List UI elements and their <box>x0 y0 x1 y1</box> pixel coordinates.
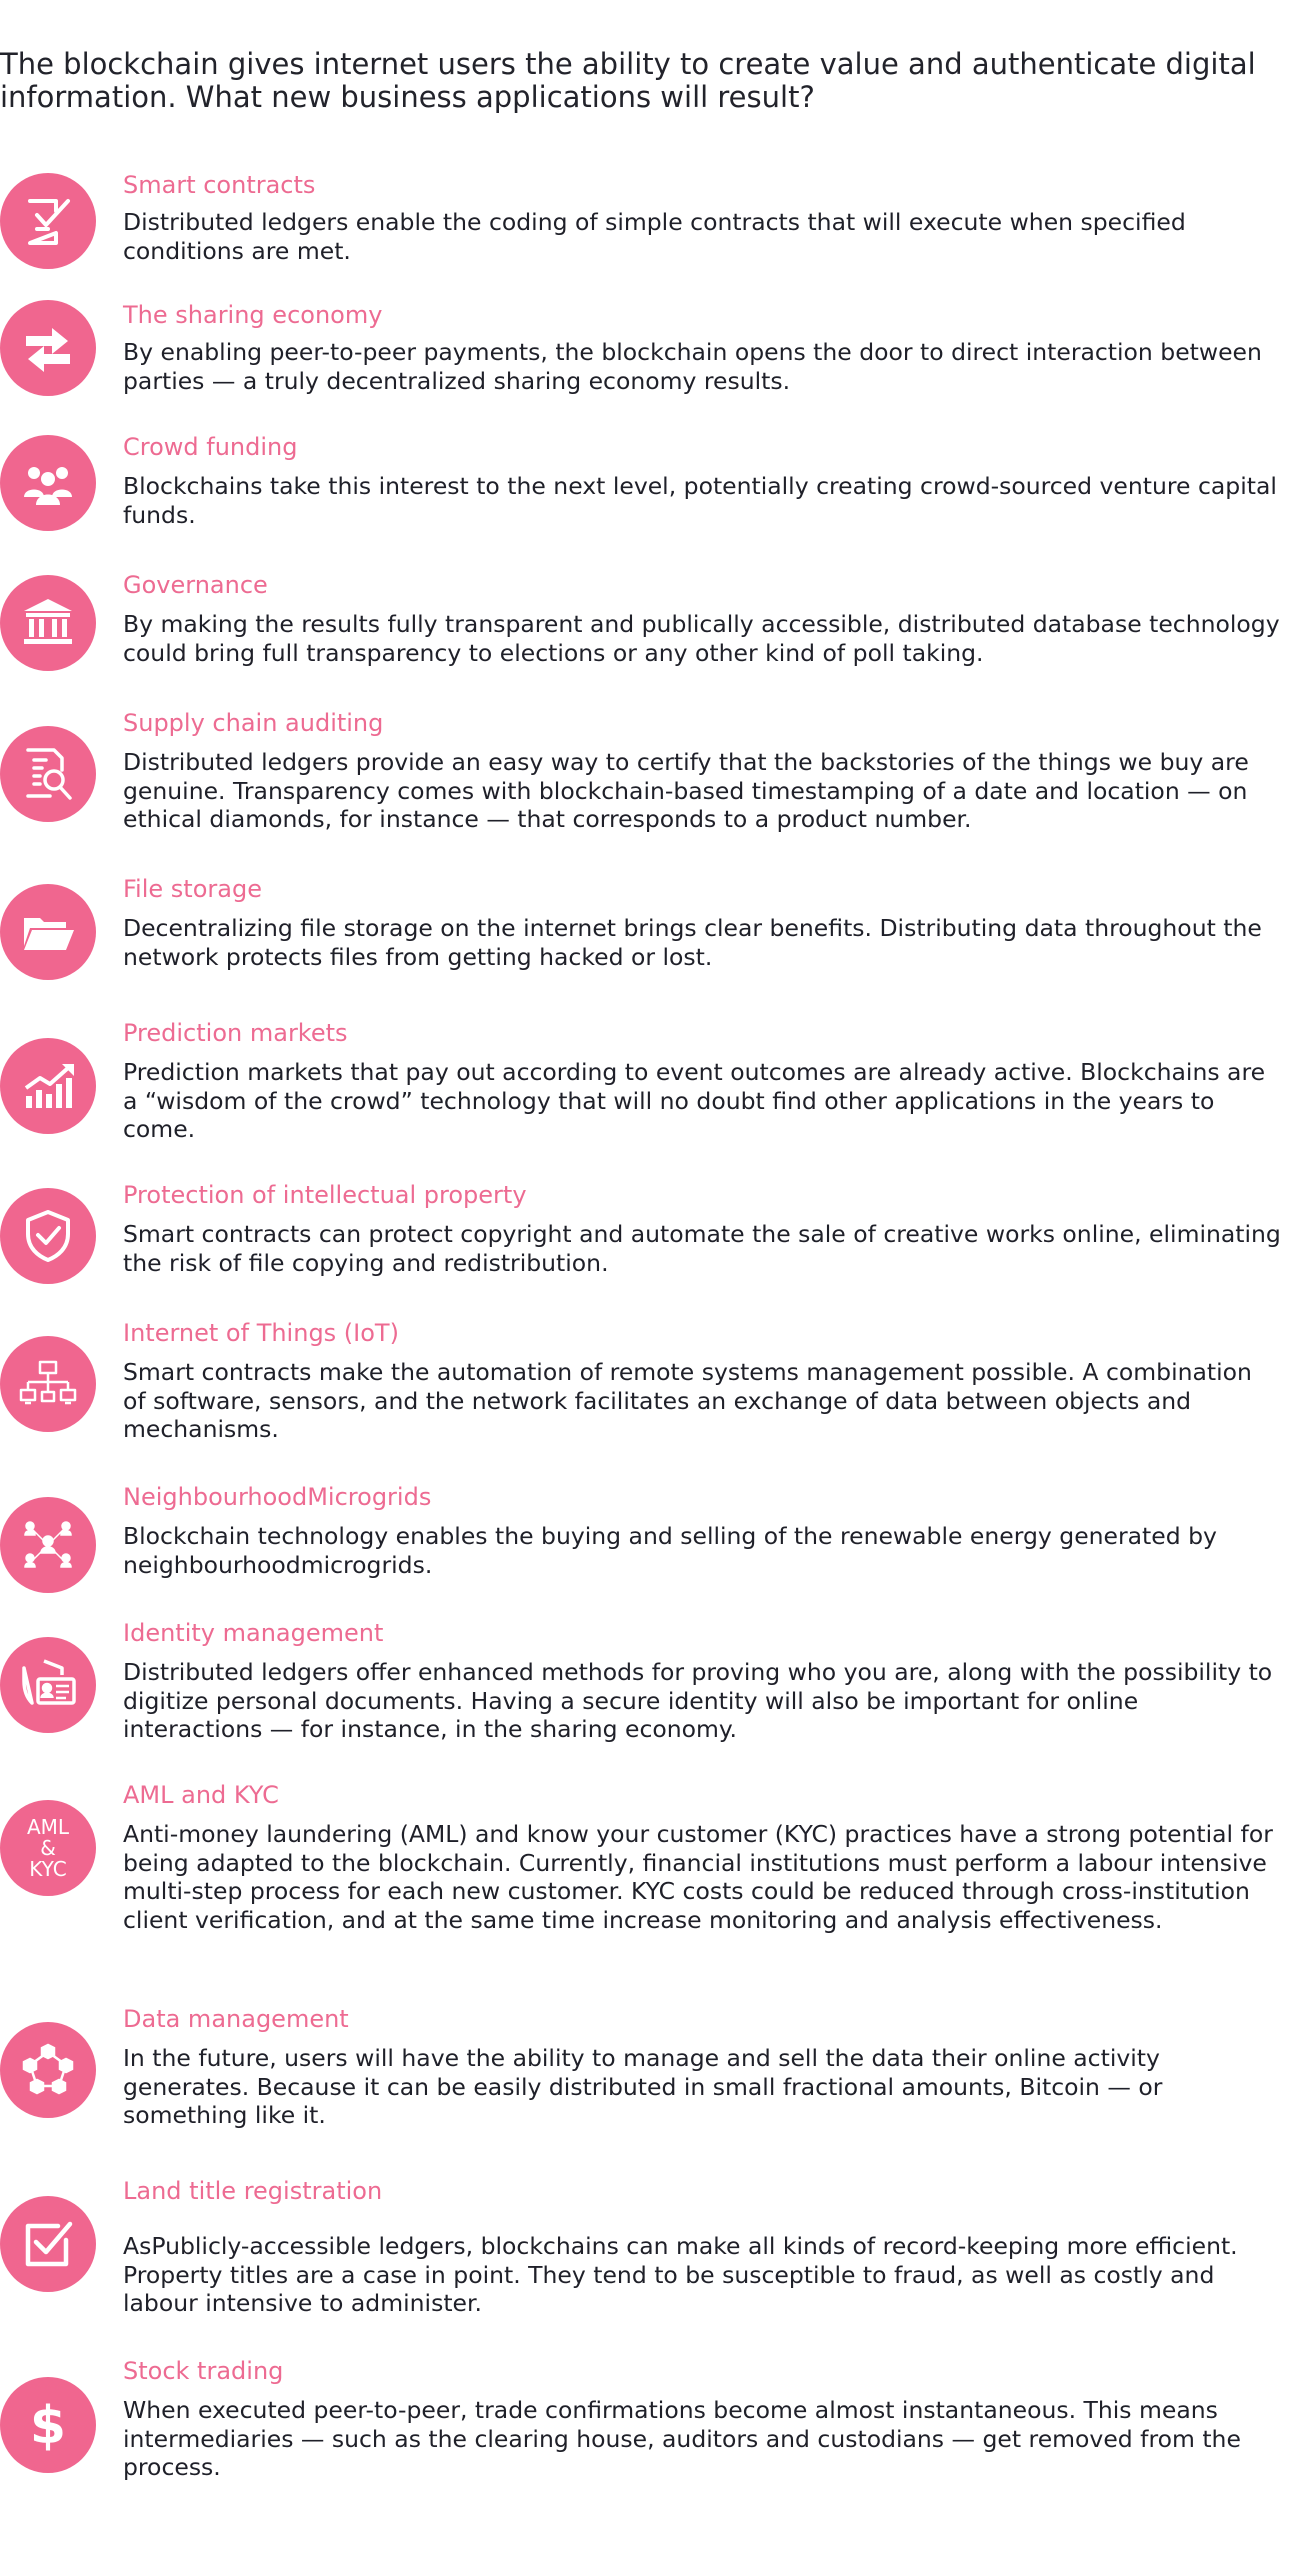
item-title: Crowd funding <box>123 433 298 461</box>
item-description: When executed peer-to-peer, trade confirmations become almost instantaneous. This means intermediaries — such as the clearing house, auditors and custodians — get removed from the process. <box>123 2396 1241 2481</box>
item-title: Identity management <box>123 1619 384 1647</box>
item-title: Stock trading <box>123 2357 284 2385</box>
item-title: Land title registration <box>123 2177 383 2205</box>
item-title: Internet of Things (IoT) <box>123 1319 399 1347</box>
item-title: Prediction markets <box>123 1019 348 1047</box>
dollar-icon <box>0 2377 96 2473</box>
item-description: By enabling peer-to-peer payments, the blockchain opens the door to direct interaction between parties — a truly decentralized sharing economy results. <box>123 338 1262 395</box>
item-title: Governance <box>123 571 268 599</box>
government-building-icon <box>0 575 96 671</box>
checklist-icon <box>0 173 96 269</box>
item-title: Smart contracts <box>123 171 316 199</box>
item-description: Distributed ledgers provide an easy way to certify that the backstories of the things we buy are genuine. Transparency comes with blockchain-based timestamping of a date and location — on ethical diamonds, for instance — that corresponds to a product number. <box>123 748 1249 833</box>
people-network-icon <box>0 1497 96 1593</box>
icon-label-aml: AML <box>26 1814 70 1839</box>
icon-label-kyc: KYC <box>29 1856 67 1881</box>
exchange-arrows-icon <box>0 300 96 396</box>
item-title: The sharing economy <box>123 301 383 329</box>
growth-chart-icon <box>0 1038 96 1134</box>
shield-id-card-icon <box>0 1637 96 1733</box>
folder-icon <box>0 884 96 980</box>
item-description: Distributed ledgers enable the coding of simple contracts that will execute when specified conditions are met. <box>123 208 1186 265</box>
item-title: File storage <box>123 875 262 903</box>
item-description: Distributed ledgers offer enhanced methods for proving who you are, along with the possibility to digitize personal documents. Having a secure identity will also be important for online interactions — for instance, in the sharing economy. <box>123 1658 1273 1743</box>
document-magnifier-icon <box>0 726 96 822</box>
item-title: Protection of intellectual property <box>123 1181 527 1209</box>
item-title: Data management <box>123 2005 349 2033</box>
shield-check-icon <box>0 1188 96 1284</box>
item-title: AML and KYC <box>123 1781 279 1809</box>
item-description: In the future, users will have the ability to manage and sell the data their online activity generates. Because it can be easily distributed in small fractional amounts, Bitcoin — or something like it. <box>123 2044 1163 2129</box>
blockchain-cubes-icon <box>0 2022 96 2118</box>
item-description: AsPublicly-accessible ledgers, blockchains can make all kinds of record-keeping more efficient. Property titles are a case in point. They tend to be susceptible to fraud, as well as costly and labour intensive to administer. <box>123 2232 1238 2317</box>
item-description: Smart contracts can protect copyright and automate the sale of creative works online, eliminating the risk of file copying and redistribution. <box>123 1220 1281 1277</box>
checkbox-edit-icon <box>0 2196 96 2292</box>
network-icon <box>0 1336 96 1432</box>
svg-text:$: $ <box>29 2396 67 2456</box>
item-description: Blockchain technology enables the buying and selling of the renewable energy generated by neighbourhoodmicrogrids. <box>123 1522 1217 1579</box>
aml-kyc-icon <box>0 1800 96 1896</box>
item-description: Smart contracts make the automation of remote systems management possible. A combination of software, sensors, and the network facilitates an exchange of data between objects and mechanisms. <box>123 1358 1252 1443</box>
icon-label-ampersand: & <box>40 1835 56 1860</box>
item-title: Supply chain auditing <box>123 709 384 737</box>
item-description: Decentralizing file storage on the internet brings clear benefits. Distributing data throughout the network protects files from getting hacked or lost. <box>123 914 1262 971</box>
item-description: By making the results fully transparent and publically accessible, distributed database technology could bring full transparency to elections or any other kind of poll taking. <box>123 610 1280 667</box>
item-description: Blockchains take this interest to the next level, potentially creating crowd-sourced venture capital funds. <box>123 472 1277 529</box>
item-description: Anti-money laundering (AML) and know your customer (KYC) practices have a strong potential for being adapted to the blockchain. Currently, financial institutions must perform a labour intensive multi-step process for each new customer. KYC costs could be reduced through cross-institution client verification, and at the same time increase monitoring and analysis effectiveness. <box>123 1820 1273 1934</box>
item-title: NeighbourhoodMicrogrids <box>123 1483 432 1511</box>
crowd-icon <box>0 435 96 531</box>
item-description: Prediction markets that pay out according to event outcomes are already active. Blockchains are a “wisdom of the crowd” technology that will no doubt find other applications in the years to come. <box>123 1058 1266 1143</box>
intro-heading: The blockchain gives internet users the ability to create value and authenticate digital information. What new business applications will result? <box>0 47 1256 114</box>
